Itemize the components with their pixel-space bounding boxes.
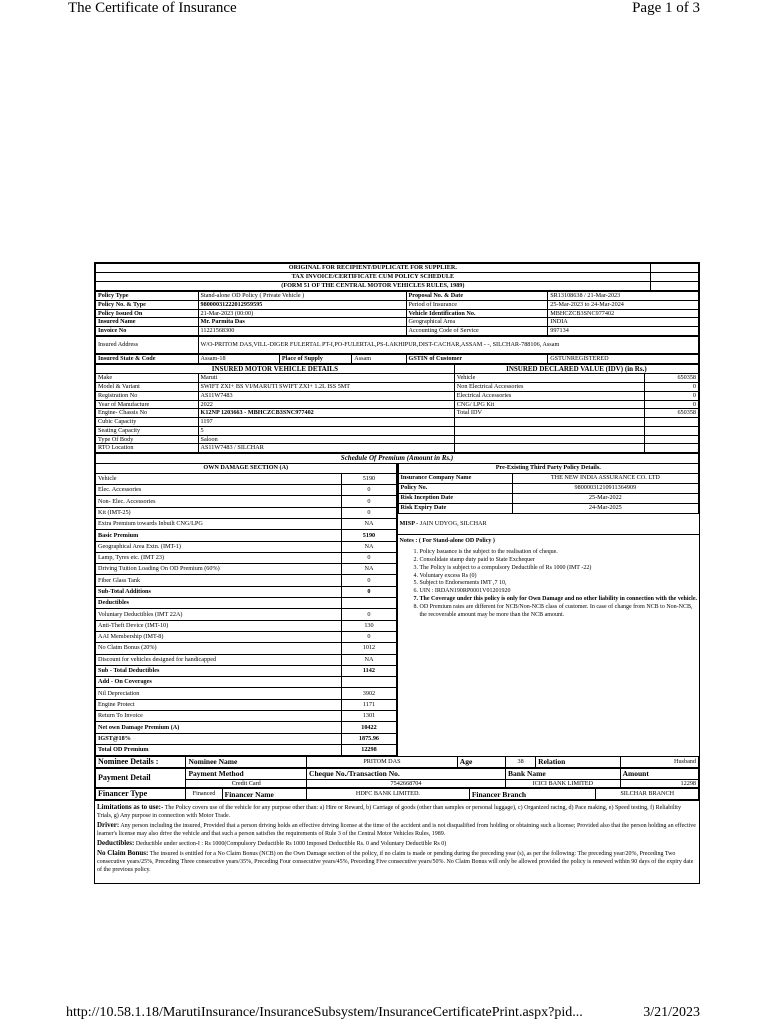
- nominee-name-label: Nominee Name: [186, 757, 307, 768]
- idv-header: INSURED DECLARED VALUE (IDV) (in Rs.): [454, 364, 698, 374]
- gstin-value: GSTUNREGISTERED: [548, 354, 699, 363]
- vehicle-row: [96, 383, 699, 392]
- deductibles-paragraph: [97, 839, 697, 849]
- nominee-table: [95, 756, 699, 768]
- vehicle-field-label: RTO Location: [96, 444, 199, 453]
- tp-header: Pre-Existing Third Party Policy Details.: [398, 463, 699, 473]
- od-row: [96, 733, 397, 744]
- policy-field-value: Mr. Parmita Das: [198, 318, 406, 327]
- od-item-value: 0: [342, 586, 396, 597]
- note-item: 8. OD Premium rates are different for NCB/Non-NCB class of customer. In case of change from NCB to Non-NCB, the recoverable amount may be more than the NCB amount.: [420, 604, 698, 620]
- page-header-title: The Certificate of Insurance: [68, 0, 237, 16]
- idv-field-value: 650358: [644, 374, 698, 383]
- bank-name-value: ICICI BANK LIMITED: [506, 779, 621, 788]
- payment-method-label: Payment Method: [186, 769, 307, 779]
- vehicle-field-label: Registration No: [96, 391, 199, 400]
- od-item-label: No Claim Bonus (20%): [96, 643, 342, 654]
- idv-field-label: CNG/ LPG Kit: [454, 400, 644, 409]
- od-header: OWN DAMAGE SECTION (A): [96, 463, 397, 473]
- schedule-title: Schedule Of Premium (Amount in Rs.): [96, 454, 699, 463]
- note-item: 7. The Coverage under this policy is only for Own Damage and no other liability in connection with the vehicle.: [420, 596, 698, 604]
- financer-branch-label: Financer Branch: [469, 789, 596, 800]
- third-party-table: [398, 463, 700, 514]
- od-item-value: 12298: [342, 744, 396, 755]
- footer-url: http://10.58.1.18/MarutiInsurance/InsuranceSubsystem/InsuranceCertificatePrint.aspx?pid...: [66, 1005, 583, 1020]
- notes-title: Notes : ( For Stand-alone OD Policy ): [399, 537, 495, 544]
- od-item-value: 0: [342, 575, 396, 586]
- od-row: [96, 609, 397, 620]
- od-row: [96, 564, 397, 575]
- ncb-paragraph: [97, 849, 697, 875]
- vehicle-row: [96, 435, 699, 444]
- policy-field-value: 11221568300: [198, 327, 406, 336]
- nominee-name-value: PRITOM DAS: [307, 757, 458, 768]
- od-item-label: Extra Premium towards Inbuilt CNG/LPG: [96, 518, 342, 529]
- amount-value: 12298: [620, 779, 698, 788]
- vehicle-row: [96, 391, 699, 400]
- od-row: [96, 541, 397, 552]
- policy-field-label: Geographical Area: [406, 318, 548, 327]
- od-row: [96, 631, 397, 642]
- od-item-label: Geographical Area Extn. (IMT-1): [96, 541, 342, 552]
- tp-field-label: Policy No.: [398, 483, 512, 493]
- od-item-label: Elec. Accessories: [96, 485, 342, 496]
- od-item-label: Sub - Total Deductibles: [96, 665, 342, 676]
- od-item-label: Lamp, Tyres etc. (IMT 23): [96, 552, 342, 563]
- idv-field-value: [644, 418, 698, 427]
- limitations-paragraph: [97, 803, 697, 821]
- title-line: (FORM 51 OF THE CENTRAL MOTOR VEHICLES RULES, 1989): [96, 282, 651, 291]
- vehicle-field-value: Saloon: [198, 435, 454, 444]
- od-row: [96, 722, 397, 733]
- policy-info-table: [95, 291, 699, 336]
- od-row: [96, 496, 397, 507]
- vehicle-row: [96, 418, 699, 427]
- certificate-document: [94, 262, 700, 884]
- deductibles-text: Deductible under section-I : Rs 1000(Compulsory Deductible Rs 1000 Imposed Deductible Rs. 0 and Voluntary Deductible Rs 0): [135, 840, 447, 847]
- state-table: [95, 354, 699, 364]
- idv-field-label: Total IDV: [454, 409, 644, 418]
- od-row: [96, 552, 397, 563]
- od-item-value: 130: [342, 620, 396, 631]
- financer-type-label: Financer Type: [96, 789, 186, 800]
- od-item-label: Deductibles: [96, 598, 342, 609]
- tp-row: [398, 493, 699, 503]
- tp-field-value: 98000031210911364909: [512, 483, 698, 493]
- policy-field-label: Proposal No. & Date: [406, 292, 548, 301]
- od-item-label: Voluntary Deductibles (IMT 22A): [96, 609, 342, 620]
- note-item: 3. The Policy is subject to a compulsory Deductible of Rs 1000 (IMT -22): [420, 565, 698, 573]
- od-item-label: Driving Tuition Loading On OD Premium (60%): [96, 564, 342, 575]
- od-row: [96, 518, 397, 529]
- notes-list: [410, 549, 698, 619]
- nominee-age-value: 38: [506, 757, 536, 768]
- idv-field-label: [454, 418, 644, 427]
- od-item-label: Engine Protect: [96, 699, 342, 710]
- idv-field-label: Non Electrical Accessories: [454, 383, 644, 392]
- idv-field-label: [454, 444, 644, 453]
- policy-field-label: Accounting Code of Service: [406, 327, 548, 336]
- od-item-value: NA: [342, 564, 396, 575]
- place-of-supply-label: Place of Supply: [279, 354, 351, 363]
- vehicle-row: [96, 444, 699, 453]
- od-item-value: 1012: [342, 643, 396, 654]
- policy-row: [96, 318, 699, 327]
- payment-detail-label: Payment Detail: [96, 769, 186, 788]
- note-item: 6. UIN : IRDAN190RP0001V01201920: [420, 588, 698, 596]
- amount-label: Amount: [620, 769, 698, 779]
- policy-field-value: MBHCZCB3SNC977402: [548, 309, 699, 318]
- bank-name-label: Bank Name: [506, 769, 621, 779]
- financer-branch-value: SILCHAR BRANCH: [596, 789, 699, 800]
- tp-field-value: THE NEW INDIA ASSURANCE CO. LTD: [512, 473, 698, 483]
- policy-field-value: 21-Mar-2023 (00:00): [198, 309, 406, 318]
- od-item-value: 1142: [342, 665, 396, 676]
- note-item: 1. Policy Issuance is the subject to the realisation of cheque.: [420, 549, 698, 557]
- od-item-value: 0: [342, 496, 396, 507]
- misp-line: [398, 514, 700, 535]
- financer-type-value: Financed: [186, 789, 222, 800]
- od-item-label: Net own Damage Premium (A): [96, 722, 342, 733]
- financier-table: [95, 788, 699, 800]
- idv-field-value: 650358: [644, 409, 698, 418]
- od-row: [96, 485, 397, 496]
- od-row: [96, 507, 397, 518]
- footer-date: 3/21/2023: [643, 1005, 700, 1020]
- vehicle-field-value: 5: [198, 426, 454, 435]
- idv-field-label: [454, 435, 644, 444]
- note-item: 5. Subject to Endorsements IMT ,7 10,: [420, 580, 698, 588]
- od-item-label: Basic Premium: [96, 530, 342, 541]
- address-table: [95, 336, 699, 354]
- tp-field-value: 24-Mar-2025: [512, 503, 698, 513]
- idv-field-label: [454, 426, 644, 435]
- schedule-section: [95, 463, 699, 756]
- policy-field-label: Policy Issued On: [96, 309, 199, 318]
- od-row: [96, 665, 397, 676]
- od-item-value: NA: [342, 654, 396, 665]
- od-item-label: Discount for vehicles designed for handicapped: [96, 654, 342, 665]
- policy-field-value: 98000031222012959595: [198, 300, 406, 309]
- driver-label: Driver:: [97, 821, 120, 830]
- cheque-label: Cheque No./Transaction No.: [307, 769, 506, 779]
- tp-row: [398, 503, 699, 513]
- policy-field-label: Policy Type: [96, 292, 199, 301]
- misp-label: MISP -: [399, 519, 420, 527]
- policy-field-value: SR13108638 / 21-Mar-2023: [548, 292, 699, 301]
- tp-field-label: Risk Expiry Date: [398, 503, 512, 513]
- address-label: Insured Address: [96, 336, 199, 353]
- limitations-label: Limitations as to use:-: [97, 803, 164, 812]
- vehicle-field-value: 1197: [198, 418, 454, 427]
- vehicle-field-label: Year of Manufacture: [96, 400, 199, 409]
- od-item-label: Return To Invoice: [96, 710, 342, 721]
- od-item-value: 0: [342, 507, 396, 518]
- vehicle-field-label: Cubic Capacity: [96, 418, 199, 427]
- tp-row: [398, 473, 699, 483]
- policy-field-label: Vehicle Identification No.: [406, 309, 548, 318]
- od-item-label: IGST@18%: [96, 733, 342, 744]
- vehicle-row: [96, 374, 699, 383]
- od-item-value: NA: [342, 541, 396, 552]
- cheque-value: 7542668704: [307, 779, 506, 788]
- policy-field-label: Insured Name: [96, 318, 199, 327]
- od-row: [96, 530, 397, 541]
- nominee-age-label: Age: [457, 757, 505, 768]
- od-item-value: 10422: [342, 722, 396, 733]
- driver-paragraph: [97, 821, 697, 839]
- policy-field-value: Stand-alone OD Policy ( Private Vehicle ): [198, 292, 406, 301]
- od-item-value: 1875.96: [342, 733, 396, 744]
- tp-field-label: Insurance Company Name: [398, 473, 512, 483]
- policy-field-label: Period of Insurance: [406, 300, 548, 309]
- notes-block: [398, 535, 700, 622]
- vehicle-field-value: Maruti: [198, 374, 454, 383]
- ncb-label: No Claim Bonus:: [97, 848, 149, 857]
- vehicle-row: [96, 400, 699, 409]
- payment-method-value: Credit Card: [186, 779, 307, 788]
- od-item-value: 5190: [342, 473, 396, 484]
- od-item-value: 1301: [342, 710, 396, 721]
- od-item-value: 3902: [342, 688, 396, 699]
- note-item: 4. Voluntary excess Rs (0): [420, 573, 698, 581]
- od-row: [96, 677, 397, 688]
- idv-field-value: [644, 435, 698, 444]
- vehicle-details-header: INSURED MOTOR VEHICLE DETAILS: [96, 364, 455, 374]
- idv-field-value: 0: [644, 400, 698, 409]
- deductibles-label: Deductibles:: [97, 838, 135, 847]
- page-indicator: Page 1 of 3: [632, 0, 700, 16]
- od-item-value: 0: [342, 631, 396, 642]
- od-row: [96, 699, 397, 710]
- idv-field-value: [644, 426, 698, 435]
- state-value: Assam-18: [198, 354, 279, 363]
- od-row: [96, 654, 397, 665]
- vehicle-field-value: AS11W7483 / SILCHAR: [198, 444, 454, 453]
- financer-name-value: HDFC BANK LIMITED.: [307, 789, 470, 800]
- od-row: [96, 598, 397, 609]
- state-label: Insured State & Code: [96, 354, 199, 363]
- od-row: [96, 620, 397, 631]
- vehicle-field-label: Engine- Chassis No: [96, 409, 199, 418]
- od-item-label: Vehicle: [96, 473, 342, 484]
- place-of-supply-value: Assam: [352, 354, 406, 363]
- od-item-label: Anti-Theft Device (IMT-10): [96, 620, 342, 631]
- od-row: [96, 473, 397, 484]
- od-item-label: Add - On Coverages: [96, 677, 342, 688]
- vehicle-field-value: AS11W7483: [198, 391, 454, 400]
- od-item-value: 5190: [342, 530, 396, 541]
- policy-field-label: Policy No. & Type: [96, 300, 199, 309]
- od-item-label: Non- Elec. Accessories: [96, 496, 342, 507]
- nominee-details-label: Nominee Details :: [96, 757, 186, 768]
- vehicle-field-value: 2022: [198, 400, 454, 409]
- policy-row: [96, 309, 699, 318]
- policy-row: [96, 292, 699, 301]
- title-line: TAX INVOICE/CERTIFICATE CUM POLICY SCHEDULE: [96, 273, 651, 282]
- od-item-value: 0: [342, 609, 396, 620]
- od-item-value: 0: [342, 485, 396, 496]
- vehicle-field-value: SWIFT ZXI+ BS VI/MARUTI SWIFT ZXI+ 1.2L ISS 5MT: [198, 383, 454, 392]
- od-row: [96, 643, 397, 654]
- vehicle-field-label: Type Of Body: [96, 435, 199, 444]
- address-value: W/O-PRITOM DAS,VILL-DIGER FULERTAL PT-I,PO-FULERTAL,PS-LAKHIPUR,DIST-CACHAR,ASSAM - -, SILCHAR-788106, Assam: [198, 336, 699, 353]
- od-row: [96, 586, 397, 597]
- od-item-label: Fiber Glass Tank: [96, 575, 342, 586]
- od-item-value: NA: [342, 518, 396, 529]
- certificate-title: [95, 263, 699, 291]
- payment-table: [95, 768, 699, 788]
- nominee-relation-label: Relation: [536, 757, 620, 768]
- od-item-value: [342, 598, 396, 609]
- own-damage-table: [95, 463, 397, 756]
- od-item-label: Sub-Total Additions: [96, 586, 342, 597]
- misp-value: JAIN UDYOG, SILCHAR: [419, 519, 487, 527]
- tp-field-label: Risk Inception Date: [398, 493, 512, 503]
- idv-field-value: 0: [644, 391, 698, 400]
- vehicle-row: [96, 426, 699, 435]
- driver-text: Any person including the insured, Provided that a person driving holds an effective driving license at the time of the accident and is not disqualified from holding or obtaining such a license; Provided also that the person holding an effective learner's license may also drive the vehicle and that such a person satisfies the requirements of Rule 3 of the Central Motor Vehicles Rules, 1989.: [97, 823, 696, 838]
- vehicle-table: [95, 364, 699, 454]
- vehicle-field-label: Make: [96, 374, 199, 383]
- od-item-label: Kit (IMT-25): [96, 507, 342, 518]
- tp-row: [398, 483, 699, 493]
- gstin-label: GSTIN of Customer: [406, 354, 548, 363]
- policy-row: [96, 300, 699, 309]
- od-row: [96, 688, 397, 699]
- ncb-text: The insured is entitled for a No Claim Bonus (NCB) on the Own Damage section of the policy, if no claim is made or pending during the preceding year (s), as per the following: The preceding year/20%, Preceding Two consecutive years/25%, Preceding Three consecutive years/35%, Preceding Four consecutive years/45%, Preceding Five consecutive years/50%. No Claim Bonus will only be allowed provided the policy is renewed within 90 days of the expiry date of the previous policy.: [97, 850, 694, 873]
- od-row: [96, 710, 397, 721]
- od-row: [96, 575, 397, 586]
- vehicle-field-label: Seating Capacity: [96, 426, 199, 435]
- od-item-value: 1171: [342, 699, 396, 710]
- idv-field-value: [644, 444, 698, 453]
- idv-field-label: Vehicle: [454, 374, 644, 383]
- financer-name-label: Financer Name: [222, 789, 306, 800]
- limitations-text: The Policy covers use of the vehicle for any purpose other than: a) Hire or Reward, b) Carriage of goods (other than samples or personal luggage), c) Organized racing, d) Pace making, e) Speed testing, f) Reliability Trials, g) Any purpose in connection with Motor Trade.: [97, 805, 681, 820]
- idv-field-label: Electrical Accessories: [454, 391, 644, 400]
- vehicle-field-label: Model & Variant: [96, 383, 199, 392]
- idv-field-value: 0: [644, 383, 698, 392]
- title-line: ORIGINAL FOR RECIPIENT/DUPLICATE FOR SUPPLIER.: [96, 264, 651, 273]
- od-item-label: Total OD Premium: [96, 744, 342, 755]
- od-item-label: Nil Depreciation: [96, 688, 342, 699]
- policy-field-value: 25-Mar-2023 to 24-Mar-2024: [548, 300, 699, 309]
- policy-row: [96, 327, 699, 336]
- od-row: [96, 744, 397, 755]
- policy-field-value: INDIA: [548, 318, 699, 327]
- od-item-value: 0: [342, 552, 396, 563]
- vehicle-field-value: K12NP 1203663 - MBHCZCB3SNC977402: [198, 409, 454, 418]
- nominee-relation-value: Husband: [620, 757, 698, 768]
- schedule-title-table: [95, 453, 699, 463]
- od-item-label: AAI Membership (IMT-8): [96, 631, 342, 642]
- terms-block: [95, 800, 699, 882]
- policy-field-value: 997134: [548, 327, 699, 336]
- note-item: 2. Consolidate stamp duty paid to State Exchequer: [420, 557, 698, 565]
- vehicle-row: [96, 409, 699, 418]
- tp-field-value: 25-Mar-2022: [512, 493, 698, 503]
- policy-field-label: Invoice No: [96, 327, 199, 336]
- od-item-value: [342, 677, 396, 688]
